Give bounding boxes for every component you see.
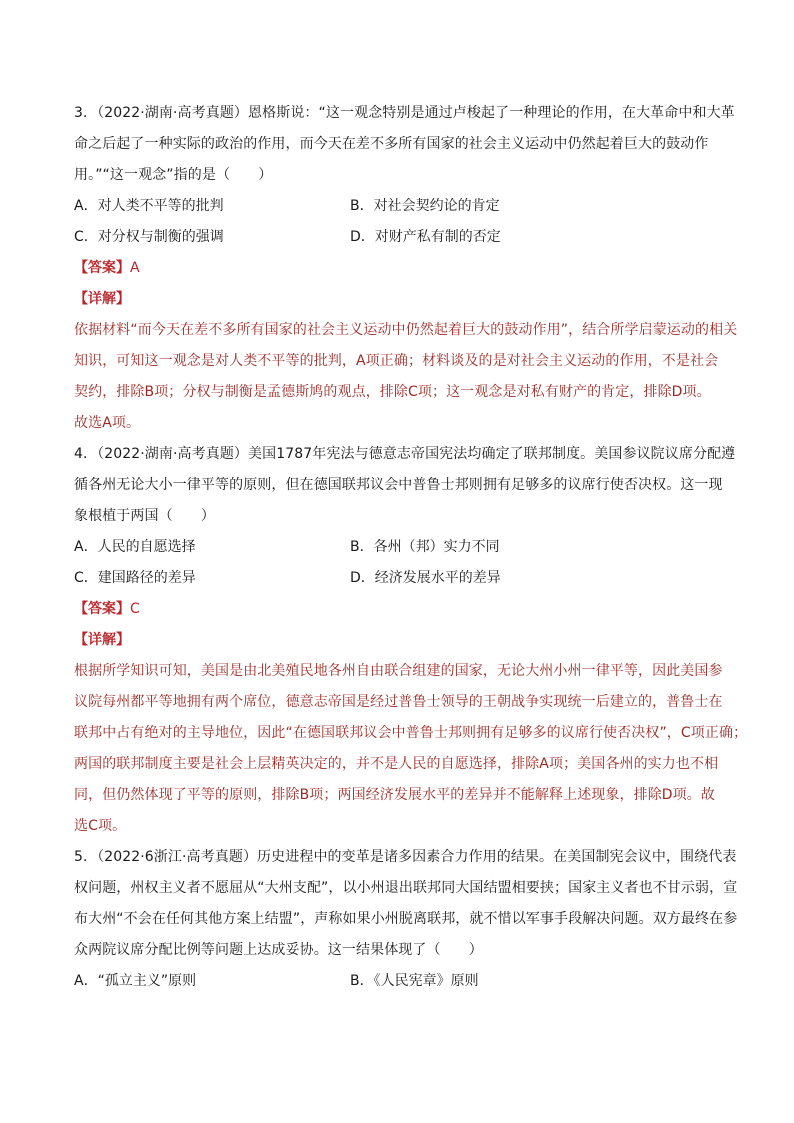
question-stem-line: 3．（2022·湖南·高考真题）恩格斯说：“这一观念特别是通过卢梭起了一种理论的作用，在大革命中和大革 — [74, 105, 735, 121]
explanation-line: 同，但仍然体现了平等的原则，排除B项；两国经济发展水平的差异并不能解释上述现象，排除D项。故 — [74, 787, 715, 803]
option-d: D．对财产私有制的否定 — [350, 229, 501, 245]
question-stem-line: 象根植于两国（ ） — [74, 508, 215, 524]
option-c: C．对分权与制衡的强调 — [74, 229, 224, 245]
detail-label: 【详解】 — [74, 632, 130, 648]
explanation-line: 故选A项。 — [74, 415, 141, 431]
option-a: A．对人类不平等的批判 — [74, 198, 224, 214]
question-stem-line: 4．（2022·湖南·高考真题）美国1787年宪法与德意志帝国宪法均确定了联邦制度。美国参议院议席分配遵 — [74, 446, 736, 462]
options-row — [74, 966, 724, 997]
explanation-line: 知识，可知这一观念是对人类不平等的批判，A项正确；材料谈及的是对社会主义运动的作用，不是社会 — [74, 353, 719, 369]
option-c: C．建国路径的差异 — [74, 570, 196, 586]
explanation-line: 联邦中占有绝对的主导地位，因此“在德国联邦议会中普鲁士邦则拥有足够多的议席行使否决权”，C项正确； — [74, 725, 748, 741]
detail-line — [74, 284, 724, 315]
option-b: B．各州（邦）实力不同 — [350, 539, 500, 555]
question-stem-line: 命之后起了一种实际的政治的作用，而今天在差不多所有国家的社会主义运动中仍然起着巨大的鼓动作 — [74, 136, 709, 152]
explanation-line: 选C项。 — [74, 818, 127, 834]
answer-value: C — [130, 601, 140, 617]
question-stem-line: 用。”“这一观念”指的是（ ） — [74, 167, 273, 183]
explanation-line: 根据所学知识可知，美国是由北美殖民地各州自由联合组建的国家，无论大州小州一律平等，因此美国参 — [74, 663, 723, 679]
option-b: B．《人民宪章》原则 — [350, 973, 479, 989]
question-stem-line: 布大州“不会在任何其他方案上结盟”，声称如果小州脱离联邦，就不惜以军事手段解决问题。双方最终在参 — [74, 911, 738, 927]
explanation-line: 两国的联邦制度主要是社会上层精英决定的，并不是人民的自愿选择，排除A项；美国各州的实力也不相 — [74, 756, 719, 772]
detail-line — [74, 625, 724, 656]
explanation-line: 议院每州都平等地拥有两个席位，德意志帝国是经过普鲁士领导的王朝战争实现统一后建立的，普鲁士在 — [74, 694, 723, 710]
question-3 — [74, 98, 738, 439]
question-stem-line: 众两院议席分配比例等问题上达成妥协。这一结果体现了（ ） — [74, 942, 483, 958]
question-stem-line: 循各州无论大小一律平等的原则，但在德国联邦议会中普鲁士邦则拥有足够多的议席行使否决权。这一现 — [74, 477, 723, 493]
question-stem-line: 5．（2022·6浙江·高考真题）历史进程中的变革是诸多因素合力作用的结果。在美国制宪会议中，围绕代表 — [74, 849, 737, 865]
answer-line — [74, 594, 724, 625]
question-stem-line: 权问题，州权主义者不愿屈从“大州支配”，以小州退出联邦同大国结盟相要挟；国家主义者也不甘示弱，宣 — [74, 880, 738, 896]
option-d: D．经济发展水平的差异 — [350, 570, 501, 586]
question-5 — [74, 842, 738, 997]
answer-value: A — [130, 260, 140, 276]
options-row — [74, 222, 724, 253]
explanation-line: 契约，排除B项；分权与制衡是孟德斯鸠的观点，排除C项；这一观念是对私有财产的肯定，排除D项。 — [74, 384, 711, 400]
option-a: A．人民的自愿选择 — [74, 539, 196, 555]
options-row — [74, 532, 724, 563]
options-row — [74, 563, 724, 594]
options-row — [74, 191, 724, 222]
question-4 — [74, 439, 748, 842]
option-b: B．对社会契约论的肯定 — [350, 198, 500, 214]
answer-label: 【答案】 — [74, 601, 130, 617]
answer-line — [74, 253, 724, 284]
explanation-line: 依据材料“而今天在差不多所有国家的社会主义运动中仍然起着巨大的鼓动作用”，结合所学启蒙运动的相关 — [74, 322, 738, 338]
option-a: A．“孤立主义”原则 — [74, 973, 197, 989]
detail-label: 【详解】 — [74, 291, 130, 307]
document-content — [74, 98, 748, 997]
answer-label: 【答案】 — [74, 260, 130, 276]
